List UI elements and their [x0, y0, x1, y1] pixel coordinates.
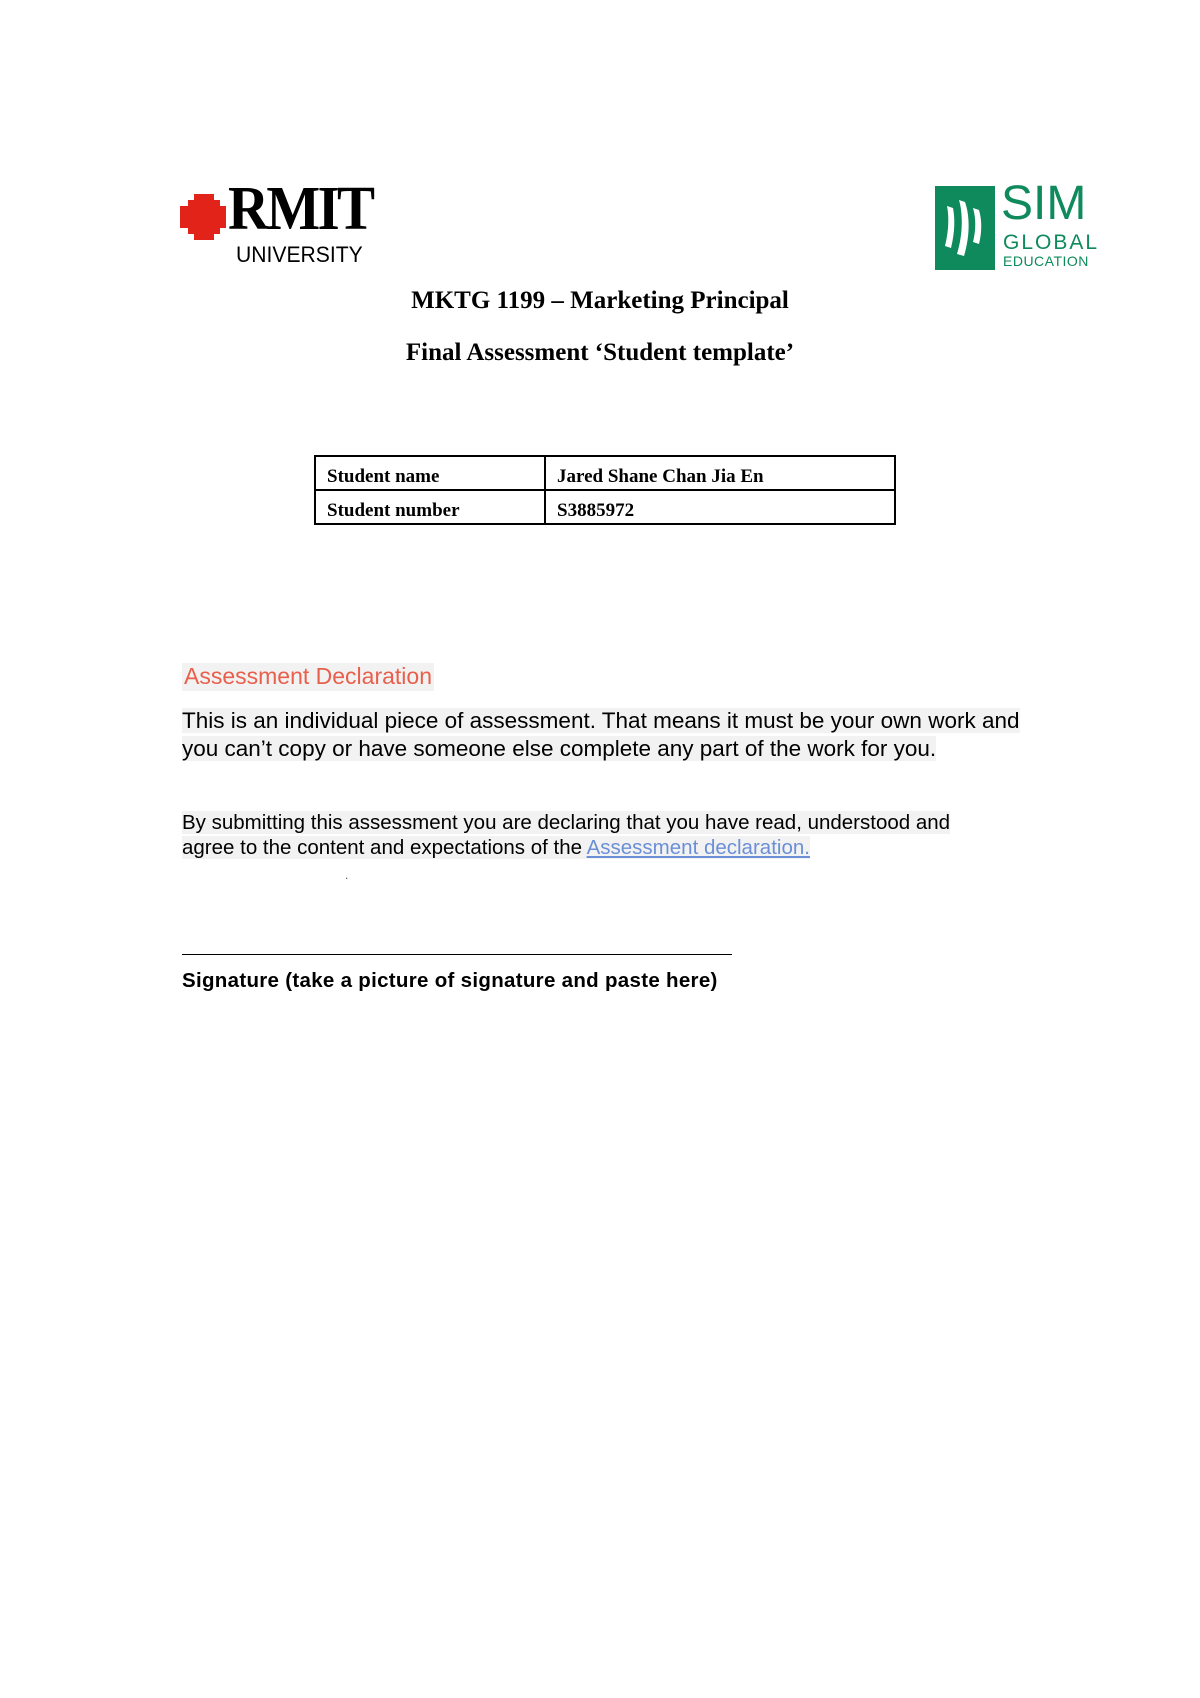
document-subtitle: Final Assessment ‘Student template’	[405, 339, 795, 366]
sim-mark-icon	[935, 186, 995, 270]
student-name-label: Student name	[315, 456, 545, 490]
table-row	[315, 490, 895, 524]
stray-dot: .	[345, 868, 349, 882]
signature-line	[182, 954, 732, 955]
rmit-logo-name: RMIT	[228, 175, 373, 243]
sim-logo-name: SIM	[1001, 177, 1087, 230]
assessment-declaration-link[interactable]: Assessment declaration.	[586, 836, 810, 859]
sim-global-education-logo	[935, 177, 1107, 272]
course-title: MKTG 1199 – Marketing Principal	[411, 287, 789, 314]
declaration-paragraph-2-text: By submitting this assessment you are declaring that you have read, understood and agree to the content and expectations of the	[182, 811, 951, 859]
student-number-value[interactable]: S3885972	[545, 490, 895, 524]
declaration-heading: Assessment Declaration	[184, 663, 432, 689]
declaration-paragraph-1-text: This is an individual piece of assessment. That means it must be your own work and you can’t copy or have someone else complete any part of the work for you.	[182, 708, 1020, 761]
student-number-label: Student number	[315, 490, 545, 524]
declaration-paragraph-2	[182, 810, 1002, 860]
declaration-paragraph-1	[182, 707, 1027, 763]
signature-label: Signature (take a picture of signature and paste here)	[182, 969, 718, 992]
rmit-university-logo	[180, 175, 373, 274]
sim-logo-global: GLOBAL	[1003, 231, 1100, 254]
student-info-table	[314, 455, 896, 525]
rmit-pixel-icon	[180, 194, 226, 240]
student-name-value[interactable]: Jared Shane Chan Jia En	[545, 456, 895, 490]
rmit-logo-sub: UNIVERSITY	[236, 242, 363, 267]
sim-logo-education: EDUCATION	[1003, 253, 1089, 269]
table-row	[315, 456, 895, 490]
